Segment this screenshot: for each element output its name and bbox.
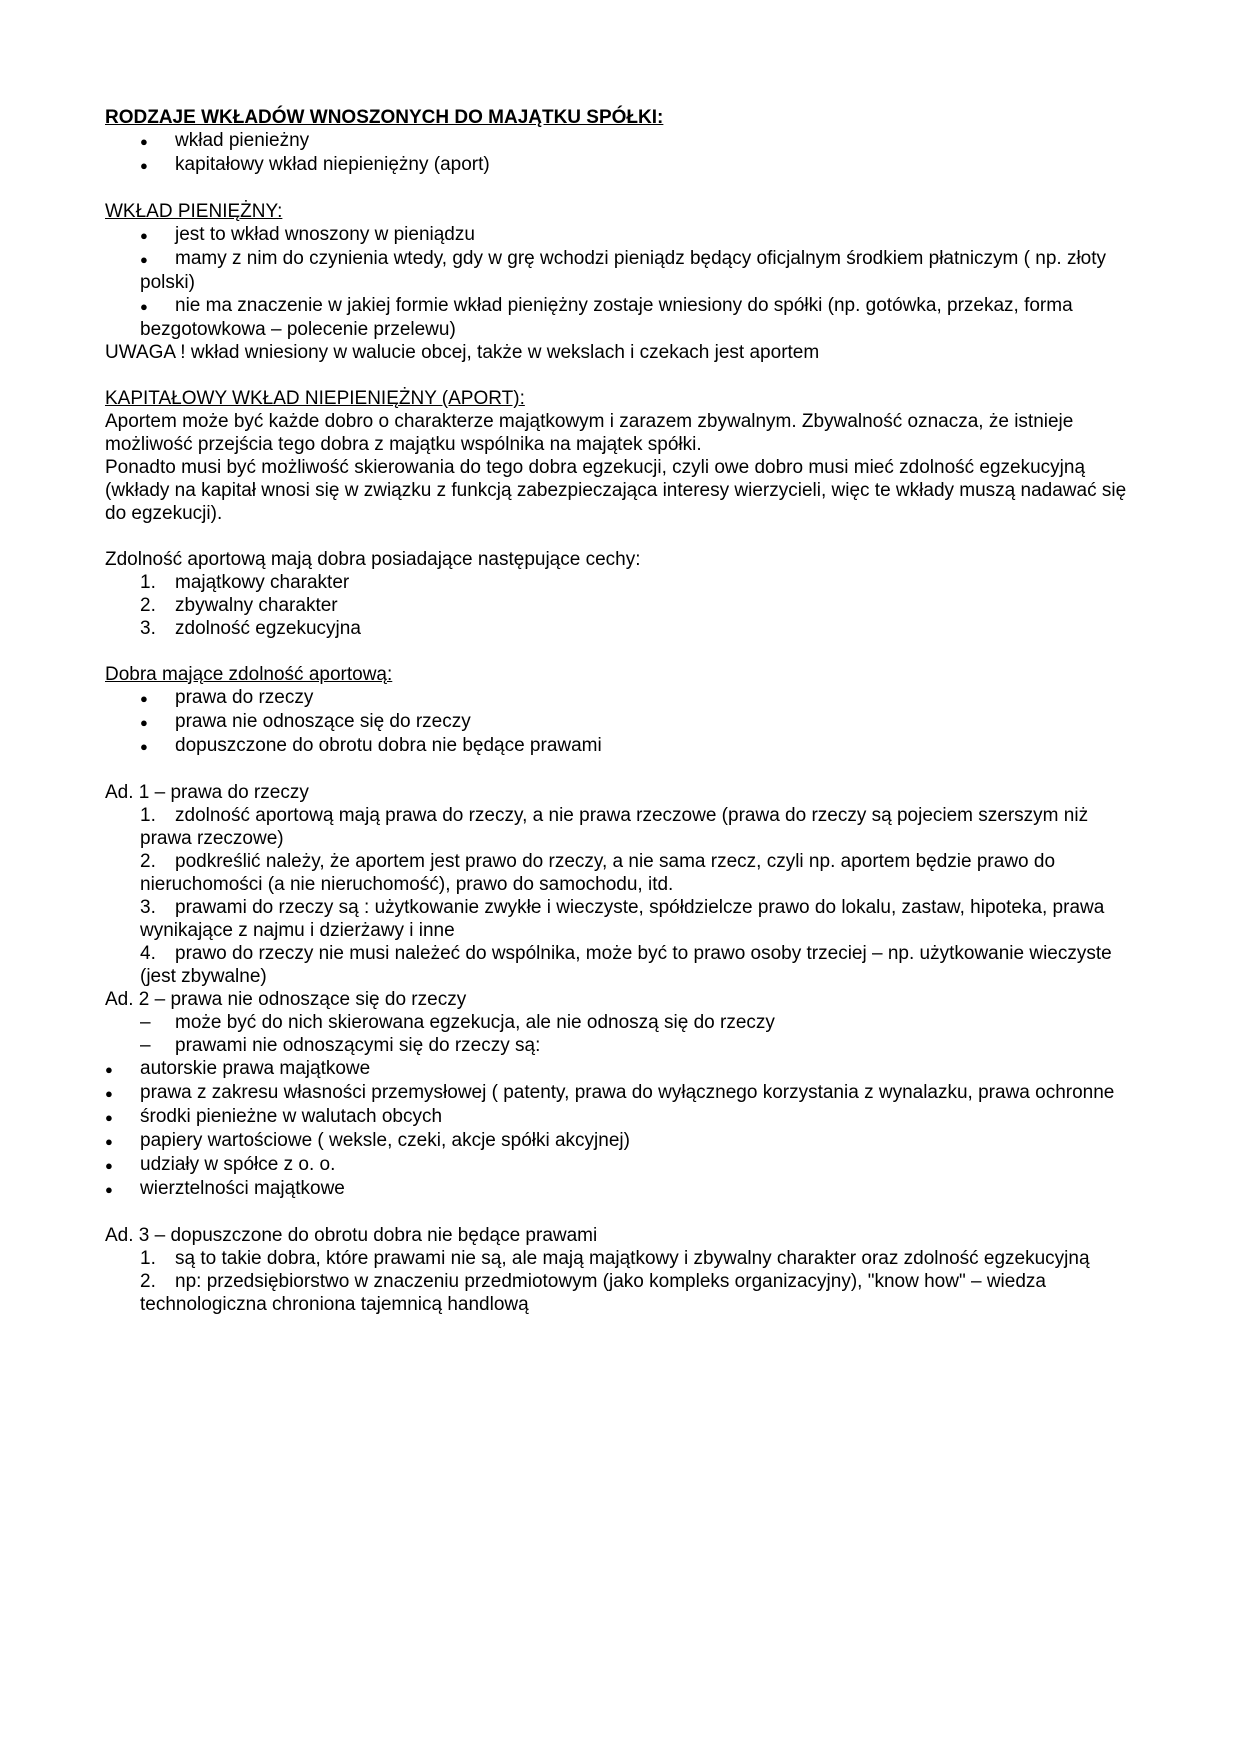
ad3-title: Ad. 3 – dopuszczone do obrotu dobra nie będące prawami	[105, 1225, 598, 1246]
list-item	[140, 294, 1145, 341]
list-item	[140, 129, 1145, 153]
numbered-item-text: prawami do rzeczy są : użytkowanie zwykłe i wieczyste, spółdzielcze prawo do lokalu, zastaw, hipoteka, prawa wynikające z najmu i dzierżawy i inne	[140, 897, 1105, 941]
dash-icon: –	[140, 1012, 151, 1033]
bullet-icon: ●	[140, 252, 148, 267]
ad2-dash-list	[140, 1011, 1145, 1057]
uwaga-note: UWAGA ! wkład wniesiony w walucie obcej, także w wekslach i czekach jest aportem	[105, 342, 820, 363]
ad2-bullet-list	[105, 1057, 1145, 1201]
list-item-text: jest to wkład wnoszony w pieniądzu	[175, 224, 475, 245]
numbered-item	[140, 804, 1145, 850]
bullet-icon: ●	[105, 1110, 113, 1125]
bullet-icon: ●	[105, 1182, 113, 1197]
ad2-title: Ad. 2 – prawa nie odnoszące się do rzeczy	[105, 989, 467, 1010]
bullet-icon: ●	[140, 134, 148, 149]
number-label: 3.	[140, 897, 156, 918]
numbered-item-text: zbywalny charakter	[175, 595, 338, 616]
list-item	[105, 1057, 1145, 1081]
bullet-icon: ●	[140, 691, 148, 706]
list-item	[105, 1153, 1145, 1177]
list-item	[140, 734, 1145, 758]
aport-capability-numbered-list	[140, 571, 1145, 640]
numbered-item-text: zdolność aportową mają prawa do rzeczy, a nie prawa rzeczowe (prawa do rzeczy są pojeciem szerszym niż prawa rzeczowe)	[140, 805, 1089, 849]
list-item	[140, 710, 1145, 734]
list-item-text: wierztelności majątkowe	[140, 1178, 345, 1199]
list-item-text: prawa do rzeczy	[175, 687, 314, 708]
list-item	[140, 686, 1145, 710]
list-item	[140, 223, 1145, 247]
dash-item	[140, 1011, 1145, 1034]
ad1-title: Ad. 1 – prawa do rzeczy	[105, 782, 309, 803]
list-item-text: wkład pienieżny	[175, 130, 310, 151]
dash-item	[140, 1034, 1145, 1057]
main-heading: RODZAJE WKŁADÓW WNOSZONYCH DO MAJĄTKU SPÓŁKI:	[105, 107, 664, 128]
bullet-icon: ●	[140, 299, 148, 314]
list-item	[105, 1105, 1145, 1129]
numbered-item-text: zdolność egzekucyjna	[175, 618, 361, 639]
list-item-text: nie ma znaczenie w jakiej formie wkład pieniężny zostaje wniesiony do spółki (np. gotówka, przekaz, forma bezgotowkowa – polecenie przelewu)	[140, 295, 1073, 340]
ad1-numbered-list	[140, 804, 1145, 988]
aport-paragraph-1: Aportem może być każde dobro o charakterze majątkowym i zarazem zbywalnym. Zbywalność oznacza, że istnieje możliwość przejścia tego dobra z majątku wspólnika na majątek spółki.	[105, 411, 1074, 455]
dash-item-text: może być do nich skierowana egzekucja, ale nie odnoszą się do rzeczy	[175, 1012, 775, 1033]
list-item-text: papiery wartościowe ( weksle, czeki, akcje spółki akcyjnej)	[140, 1130, 630, 1151]
list-item	[140, 153, 1145, 177]
list-item-text: udziały w spółce z o. o.	[140, 1154, 336, 1175]
bullet-icon: ●	[105, 1086, 113, 1101]
list-item-text: prawa z zakresu własności przemysłowej ( patenty, prawa do wyłącznego korzystania z wynalazku, prawa ochronne	[140, 1082, 1115, 1103]
section-heading-goods: Dobra mające zdolność aportową:	[105, 664, 393, 685]
numbered-item	[140, 850, 1145, 896]
bullet-icon: ●	[140, 228, 148, 243]
dash-icon: –	[140, 1035, 151, 1056]
numbered-item	[140, 1247, 1145, 1270]
list-item	[140, 247, 1145, 294]
bullet-icon: ●	[105, 1134, 113, 1149]
bullet-icon: ●	[105, 1158, 113, 1173]
monetary-contribution-list	[140, 223, 1145, 341]
numbered-item	[140, 1270, 1145, 1316]
number-label: 1.	[140, 805, 156, 826]
numbered-item	[140, 594, 1145, 617]
numbered-item	[140, 617, 1145, 640]
number-label: 4.	[140, 943, 156, 964]
numbered-item	[140, 571, 1145, 594]
dash-item-text: prawami nie odnoszącymi się do rzeczy są:	[175, 1035, 541, 1056]
numbered-item-text: np: przedsiębiorstwo w znaczeniu przedmiotowym (jako kompleks organizacyjny), "know how" – wiedza technologiczna chroniona tajemnicą handlową	[140, 1271, 1046, 1315]
numbered-item-text: podkreślić należy, że aportem jest prawo do rzeczy, a nie sama rzecz, czyli np. aportem będzie prawo do nieruchomości (a nie nieruchomość), prawo do samochodu, itd.	[140, 851, 1056, 895]
section-heading-monetary: WKŁAD PIENIĘŻNY:	[105, 201, 283, 222]
number-label: 2.	[140, 851, 156, 872]
numbered-item	[140, 942, 1145, 988]
list-item-text: prawa nie odnoszące się do rzeczy	[175, 711, 471, 732]
bullet-icon: ●	[140, 739, 148, 754]
list-item	[105, 1081, 1145, 1105]
list-item	[105, 1129, 1145, 1153]
aport-paragraph-2: Ponadto musi być możliwość skierowania do tego dobra egzekucji, czyli owe dobro musi mieć zdolność egzekucyjną (wkłady na kapitał wnosi się w związku z funkcją zabezpieczająca interesy wierzycieli, więc te wkłady muszą nadawać się do egzekucji).	[105, 457, 1127, 524]
numbered-item-text: są to takie dobra, które prawami nie są, ale mają majątkowy i zbywalny charakter oraz zdolność egzekucyjną	[175, 1248, 1090, 1269]
list-item-text: środki pienieżne w walutach obcych	[140, 1106, 443, 1127]
ad3-numbered-list	[140, 1247, 1145, 1316]
numbered-item-text: prawo do rzeczy nie musi należeć do wspólnika, może być to prawo osoby trzeciej – np. użytkowanie wieczyste (jest zbywalne)	[140, 943, 1112, 987]
number-label: 2.	[140, 1271, 156, 1292]
numbered-item-text: majątkowy charakter	[175, 572, 350, 593]
list-item-text: kapitałowy wkład niepieniężny (aport)	[175, 154, 490, 175]
list-item-text: autorskie prawa majątkowe	[140, 1058, 371, 1079]
bullet-icon: ●	[105, 1062, 113, 1077]
list-item-text: mamy z nim do czynienia wtedy, gdy w grę wchodzi pieniądz będący oficjalnym środkiem płatniczym ( np. złoty polski)	[140, 248, 1107, 293]
goods-bullet-list	[140, 686, 1145, 758]
number-label: 3.	[140, 618, 156, 639]
number-label: 1.	[140, 572, 156, 593]
number-label: 2.	[140, 595, 156, 616]
contribution-types-list	[140, 129, 1145, 177]
aport-capability-intro: Zdolność aportową mają dobra posiadające następujące cechy:	[105, 549, 641, 570]
bullet-icon: ●	[140, 715, 148, 730]
number-label: 1.	[140, 1248, 156, 1269]
list-item-text: dopuszczone do obrotu dobra nie będące prawami	[175, 735, 602, 756]
section-heading-aport: KAPITAŁOWY WKŁAD NIEPIENIĘŻNY (APORT):	[105, 388, 525, 409]
list-item	[105, 1177, 1145, 1201]
numbered-item	[140, 896, 1145, 942]
bullet-icon: ●	[140, 158, 148, 173]
